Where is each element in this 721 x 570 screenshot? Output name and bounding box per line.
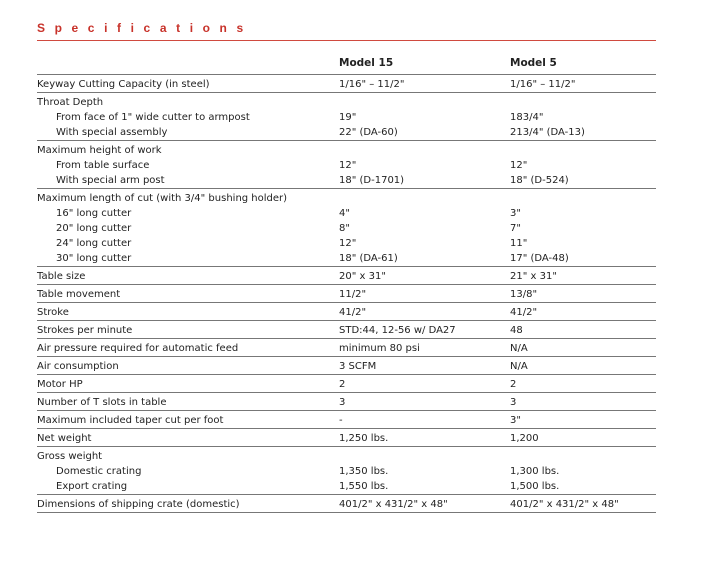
spec-sub-label: Export crating bbox=[56, 481, 128, 492]
spec-model15-cell bbox=[339, 339, 510, 357]
spec-sub-label: 20" long cutter bbox=[56, 223, 132, 234]
spec-model15-cell bbox=[339, 375, 510, 393]
spacer bbox=[510, 191, 656, 206]
spec-value-model15: 8" bbox=[339, 223, 350, 234]
spec-model15-cell bbox=[339, 447, 510, 495]
spec-row bbox=[37, 303, 656, 321]
spec-value-model5: 41/2" bbox=[510, 307, 538, 318]
spec-row bbox=[37, 285, 656, 303]
spec-sub-label: From table surface bbox=[56, 160, 150, 171]
spec-value-model15: 12" bbox=[339, 238, 357, 249]
spacer bbox=[510, 95, 656, 110]
spec-value-model15: 19" bbox=[339, 112, 357, 123]
spec-label-cell bbox=[37, 285, 339, 303]
spacer bbox=[339, 95, 510, 110]
spec-row bbox=[37, 429, 656, 447]
column-header-model15: Model 15 bbox=[339, 57, 394, 69]
spec-value-model15: - bbox=[339, 415, 343, 426]
spec-value-model5: 18" (D-524) bbox=[510, 175, 569, 186]
spec-label-cell bbox=[37, 495, 339, 513]
spacer bbox=[510, 143, 656, 158]
spec-value-model15: 1,250 lbs. bbox=[339, 433, 389, 444]
spec-row bbox=[37, 93, 656, 141]
spec-value-model5: 11" bbox=[510, 238, 528, 249]
spec-model15-cell bbox=[339, 357, 510, 375]
spec-label-cell bbox=[37, 429, 339, 447]
spec-model5-cell bbox=[510, 285, 656, 303]
spec-value-model15: 1,550 lbs. bbox=[339, 481, 389, 492]
spec-value-model5: 1,500 lbs. bbox=[510, 481, 560, 492]
spec-value-model5: 13/8" bbox=[510, 289, 538, 300]
spec-model15-cell bbox=[339, 495, 510, 513]
spec-value-model15: STD:44, 12-56 w/ DA27 bbox=[339, 325, 456, 336]
spec-value-model5: 3" bbox=[510, 415, 521, 426]
spec-row bbox=[37, 447, 656, 495]
specifications-table bbox=[37, 74, 656, 513]
spec-value-model15: 1,350 lbs. bbox=[339, 466, 389, 477]
spec-model5-cell bbox=[510, 93, 656, 141]
spec-label: Table movement bbox=[37, 289, 121, 300]
spec-row bbox=[37, 321, 656, 339]
spec-sub-label: 24" long cutter bbox=[56, 238, 132, 249]
spec-label: Keyway Cutting Capacity (in steel) bbox=[37, 79, 210, 90]
spec-model15-cell bbox=[339, 321, 510, 339]
spec-value-model15: 18" (DA-61) bbox=[339, 253, 398, 264]
spacer bbox=[339, 191, 510, 206]
spacer bbox=[339, 449, 510, 464]
spec-value-model15: 11/2" bbox=[339, 289, 367, 300]
spec-row bbox=[37, 75, 656, 93]
spec-label-cell bbox=[37, 141, 339, 189]
spec-row bbox=[37, 495, 656, 513]
spacer bbox=[339, 143, 510, 158]
spec-label: Strokes per minute bbox=[37, 325, 133, 336]
spec-value-model5: 1,200 bbox=[510, 433, 539, 444]
spec-model5-cell bbox=[510, 189, 656, 267]
spec-model5-cell bbox=[510, 357, 656, 375]
spec-sub-label: With special arm post bbox=[56, 175, 165, 186]
spec-model5-cell bbox=[510, 339, 656, 357]
spec-label: Table size bbox=[37, 271, 86, 282]
spec-value-model15: 3 SCFM bbox=[339, 361, 377, 372]
spec-label: Dimensions of shipping crate (domestic) bbox=[37, 499, 240, 510]
spacer bbox=[510, 449, 656, 464]
spec-model5-cell bbox=[510, 321, 656, 339]
spec-label: Maximum length of cut (with 3/4" bushing holder) bbox=[37, 193, 288, 204]
spec-model5-cell bbox=[510, 141, 656, 189]
spec-label-cell bbox=[37, 375, 339, 393]
spec-sub-label: 30" long cutter bbox=[56, 253, 132, 264]
column-header-model5: Model 5 bbox=[510, 57, 557, 69]
spec-label-cell bbox=[37, 75, 339, 93]
spec-sub-label: Domestic crating bbox=[56, 466, 142, 477]
spec-model15-cell bbox=[339, 75, 510, 93]
spec-value-model5: 213/4" (DA-13) bbox=[510, 127, 585, 138]
spec-model15-cell bbox=[339, 267, 510, 285]
spec-row bbox=[37, 189, 656, 267]
spec-label: Maximum included taper cut per foot bbox=[37, 415, 224, 426]
spec-label-cell bbox=[37, 447, 339, 495]
spec-value-model5: 3" bbox=[510, 208, 521, 219]
spec-value-model5: 48 bbox=[510, 325, 523, 336]
spec-model15-cell bbox=[339, 429, 510, 447]
spec-value-model15: 41/2" bbox=[339, 307, 367, 318]
spec-label-cell bbox=[37, 411, 339, 429]
spec-row bbox=[37, 141, 656, 189]
spec-label: Net weight bbox=[37, 433, 92, 444]
spec-row bbox=[37, 411, 656, 429]
page-title: Specifications bbox=[37, 21, 253, 35]
spec-row bbox=[37, 375, 656, 393]
spec-value-model5: 7" bbox=[510, 223, 521, 234]
spec-label-cell bbox=[37, 303, 339, 321]
spec-label-cell bbox=[37, 189, 339, 267]
spec-model15-cell bbox=[339, 303, 510, 321]
spec-row bbox=[37, 339, 656, 357]
spec-value-model5: 1,300 lbs. bbox=[510, 466, 560, 477]
spec-model5-cell bbox=[510, 375, 656, 393]
spec-label: Motor HP bbox=[37, 379, 83, 390]
spec-model5-cell bbox=[510, 303, 656, 321]
spec-sub-label: From face of 1" wide cutter to armpost bbox=[56, 112, 250, 123]
spec-label-cell bbox=[37, 339, 339, 357]
spec-model15-cell bbox=[339, 285, 510, 303]
spec-model5-cell bbox=[510, 411, 656, 429]
spec-model5-cell bbox=[510, 393, 656, 411]
spec-value-model5: 12" bbox=[510, 160, 528, 171]
spec-label-cell bbox=[37, 93, 339, 141]
spec-model15-cell bbox=[339, 393, 510, 411]
spec-label: Stroke bbox=[37, 307, 69, 318]
spec-value-model5: 401/2" x 431/2" x 48" bbox=[510, 499, 619, 510]
spec-value-model5: 21" x 31" bbox=[510, 271, 557, 282]
spec-value-model5: 2 bbox=[510, 379, 517, 390]
spec-sub-label: With special assembly bbox=[56, 127, 168, 138]
spec-model5-cell bbox=[510, 447, 656, 495]
spec-model15-cell bbox=[339, 189, 510, 267]
title-rule bbox=[37, 40, 656, 41]
spec-row bbox=[37, 393, 656, 411]
spec-label-cell bbox=[37, 267, 339, 285]
spec-label: Maximum height of work bbox=[37, 145, 162, 156]
spec-value-model5: 17" (DA-48) bbox=[510, 253, 569, 264]
spec-label-cell bbox=[37, 357, 339, 375]
spec-value-model5: N/A bbox=[510, 343, 528, 354]
spec-value-model15: 1/16" – 11/2" bbox=[339, 79, 405, 90]
spec-row bbox=[37, 357, 656, 375]
spec-label: Throat Depth bbox=[37, 97, 104, 108]
spec-value-model5: 183/4" bbox=[510, 112, 544, 123]
spec-value-model5: 3 bbox=[510, 397, 517, 408]
spec-row bbox=[37, 267, 656, 285]
spec-value-model15: 3 bbox=[339, 397, 346, 408]
spec-model5-cell bbox=[510, 75, 656, 93]
spec-value-model5: N/A bbox=[510, 361, 528, 372]
spec-label: Number of T slots in table bbox=[37, 397, 167, 408]
spec-label: Air consumption bbox=[37, 361, 119, 372]
spec-label: Air pressure required for automatic feed bbox=[37, 343, 239, 354]
spec-label: Gross weight bbox=[37, 451, 103, 462]
spec-value-model15: 20" x 31" bbox=[339, 271, 386, 282]
spec-model15-cell bbox=[339, 411, 510, 429]
spec-value-model15: 12" bbox=[339, 160, 357, 171]
spec-value-model15: 401/2" x 431/2" x 48" bbox=[339, 499, 448, 510]
spec-model15-cell bbox=[339, 93, 510, 141]
spec-model5-cell bbox=[510, 429, 656, 447]
spec-value-model15: 22" (DA-60) bbox=[339, 127, 398, 138]
spec-sub-label: 16" long cutter bbox=[56, 208, 132, 219]
spec-model5-cell bbox=[510, 495, 656, 513]
spec-value-model15: 18" (D-1701) bbox=[339, 175, 405, 186]
spec-model5-cell bbox=[510, 267, 656, 285]
spec-value-model15: 2 bbox=[339, 379, 346, 390]
spec-value-model15: minimum 80 psi bbox=[339, 343, 420, 354]
spec-value-model15: 4" bbox=[339, 208, 350, 219]
spec-value-model5: 1/16" – 11/2" bbox=[510, 79, 576, 90]
spec-model15-cell bbox=[339, 141, 510, 189]
spec-label-cell bbox=[37, 393, 339, 411]
spec-label-cell bbox=[37, 321, 339, 339]
